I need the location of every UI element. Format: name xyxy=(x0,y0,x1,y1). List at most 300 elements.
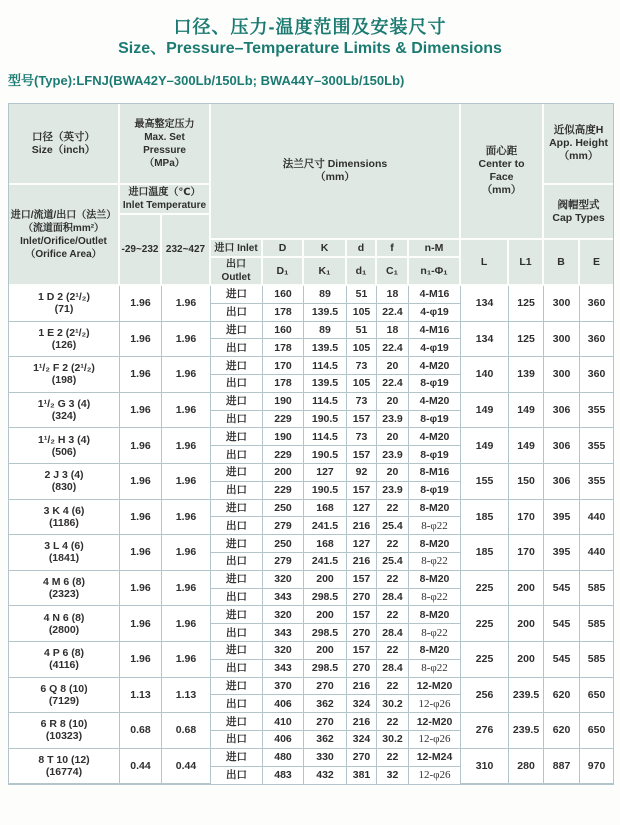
size-cell xyxy=(9,286,120,322)
inlet-label-cell: 进口 xyxy=(211,535,263,553)
center-face-L1-cell: 239.5 xyxy=(509,678,544,714)
size-cell xyxy=(9,642,120,678)
cell-line: 1 E 2 (2¹/₂) xyxy=(38,326,90,339)
inlet-dim-cell: 20 xyxy=(377,428,409,446)
cell-line: 8 T 10 (12) xyxy=(38,754,90,767)
center-face-L1-cell: 170 xyxy=(509,500,544,536)
inlet-dim-cell: 22 xyxy=(377,571,409,589)
header-col-D1: D₁ xyxy=(263,258,304,286)
center-face-L1-cell: 280 xyxy=(509,749,544,785)
outlet-dim-cell: 139.5 xyxy=(304,339,347,357)
height-B-cell: 545 xyxy=(544,606,580,642)
center-face-L-cell: 225 xyxy=(461,571,509,607)
cell-line: 4 M 6 (8) xyxy=(42,576,85,589)
inlet-label-cell: 进口 xyxy=(211,286,263,304)
outlet-dim-cell: 8-φ22 xyxy=(409,589,461,607)
center-face-L-cell: 256 xyxy=(461,678,509,714)
inlet-label-cell: 进口 xyxy=(211,571,263,589)
center-face-L1-cell: 139 xyxy=(509,357,544,393)
center-face-L-cell: 149 xyxy=(461,393,509,429)
inlet-dim-cell: 92 xyxy=(347,464,377,482)
center-face-L1-cell: 150 xyxy=(509,464,544,500)
size-cell xyxy=(9,464,120,500)
inlet-dim-cell: 114.5 xyxy=(304,428,347,446)
inlet-dim-cell: 168 xyxy=(304,535,347,553)
cell-line: 1¹/₂ G 3 (4) xyxy=(37,398,91,411)
inlet-dim-cell: 270 xyxy=(347,749,377,767)
height-B-cell: 300 xyxy=(544,322,580,358)
inlet-dim-cell: 22 xyxy=(377,713,409,731)
pressure-low-range-cell: 0.44 xyxy=(120,749,162,785)
outlet-label-cell: 出口 xyxy=(211,695,263,713)
inlet-label-cell: 进口 xyxy=(211,393,263,411)
cell-line: (1841) xyxy=(48,552,80,565)
inlet-dim-cell: 8-M20 xyxy=(409,535,461,553)
size-cell xyxy=(9,535,120,571)
outlet-dim-cell: 229 xyxy=(263,482,304,500)
center-face-L1-cell: 200 xyxy=(509,642,544,678)
header-inlet-temperature: 进口温度（℃） Inlet Temperature xyxy=(120,185,211,215)
center-face-L1-cell: 149 xyxy=(509,428,544,464)
cell-line: (10323) xyxy=(45,730,83,743)
cell-line: (4116) xyxy=(49,659,79,672)
inlet-label-cell: 进口 xyxy=(211,464,263,482)
cell-line: 6 R 8 (10) xyxy=(40,718,88,731)
inlet-dim-cell: 8-M20 xyxy=(409,571,461,589)
outlet-dim-cell: 362 xyxy=(304,695,347,713)
outlet-dim-cell: 12-φ26 xyxy=(409,767,461,785)
center-face-L-cell: 134 xyxy=(461,322,509,358)
outlet-dim-cell: 105 xyxy=(347,304,377,322)
outlet-dim-cell: 343 xyxy=(263,660,304,678)
outlet-dim-cell: 28.4 xyxy=(377,589,409,607)
cell-line: (126) xyxy=(51,338,77,351)
height-B-cell: 306 xyxy=(544,393,580,429)
inlet-dim-cell: 250 xyxy=(263,500,304,518)
center-face-L1-cell: 170 xyxy=(509,535,544,571)
size-cell xyxy=(9,393,120,429)
outlet-dim-cell: 22.4 xyxy=(377,375,409,393)
outlet-label-cell: 出口 xyxy=(211,339,263,357)
outlet-dim-cell: 25.4 xyxy=(377,553,409,571)
inlet-dim-cell: 127 xyxy=(347,500,377,518)
outlet-dim-cell: 8-φ19 xyxy=(409,375,461,393)
height-E-cell: 970 xyxy=(580,749,613,785)
pressure-low-range-cell: 1.96 xyxy=(120,535,162,571)
cell-line: (7129) xyxy=(48,694,80,707)
inlet-dim-cell: 127 xyxy=(304,464,347,482)
inlet-dim-cell: 4-M20 xyxy=(409,393,461,411)
header-col-K1: K₁ xyxy=(304,258,347,286)
outlet-label-cell: 出口 xyxy=(211,767,263,785)
outlet-dim-cell: 343 xyxy=(263,624,304,642)
outlet-dim-cell: 139.5 xyxy=(304,304,347,322)
outlet-dim-cell: 8-φ19 xyxy=(409,482,461,500)
center-face-L1-cell: 239.5 xyxy=(509,713,544,749)
center-face-L1-cell: 149 xyxy=(509,393,544,429)
header-temp-range-low: -29~232 xyxy=(120,215,162,286)
size-cell xyxy=(9,322,120,358)
inlet-dim-cell: 51 xyxy=(347,286,377,304)
pressure-low-range-cell: 1.96 xyxy=(120,428,162,464)
pressure-high-range-cell: 1.96 xyxy=(162,464,211,500)
outlet-dim-cell: 279 xyxy=(263,517,304,535)
inlet-dim-cell: 216 xyxy=(347,678,377,696)
inlet-label-cell: 进口 xyxy=(211,713,263,731)
header-col-nM: n-M xyxy=(409,240,461,258)
inlet-dim-cell: 160 xyxy=(263,322,304,340)
height-E-cell: 355 xyxy=(580,464,613,500)
outlet-dim-cell: 8-φ22 xyxy=(409,624,461,642)
pressure-low-range-cell: 1.13 xyxy=(120,678,162,714)
height-B-cell: 887 xyxy=(544,749,580,785)
pressure-low-range-cell: 1.96 xyxy=(120,500,162,536)
header-col-f: f xyxy=(377,240,409,258)
header-col-n1phi1: n₁-Φ₁ xyxy=(409,258,461,286)
center-face-L-cell: 225 xyxy=(461,642,509,678)
inlet-dim-cell: 157 xyxy=(347,642,377,660)
header-orifice: 进口/流道/出口（法兰） （流道面积mm²） Inlet/Orifice/Outlet （Orifice Area） xyxy=(9,185,120,286)
height-E-cell: 360 xyxy=(580,286,613,322)
inlet-label-cell: 进口 xyxy=(211,322,263,340)
inlet-dim-cell: 114.5 xyxy=(304,393,347,411)
outlet-dim-cell: 32 xyxy=(377,767,409,785)
header-col-d: d xyxy=(347,240,377,258)
outlet-dim-cell: 190.5 xyxy=(304,446,347,464)
cell-line: 1 D 2 (2¹/₂) xyxy=(38,291,90,304)
center-face-L-cell: 276 xyxy=(461,713,509,749)
height-E-cell: 585 xyxy=(580,571,613,607)
pressure-high-range-cell: 1.96 xyxy=(162,428,211,464)
height-B-cell: 395 xyxy=(544,535,580,571)
center-face-L-cell: 185 xyxy=(461,500,509,536)
pressure-low-range-cell: 0.68 xyxy=(120,713,162,749)
pressure-low-range-cell: 1.96 xyxy=(120,322,162,358)
pressure-low-range-cell: 1.96 xyxy=(120,642,162,678)
center-face-L1-cell: 125 xyxy=(509,322,544,358)
pressure-high-range-cell: 1.96 xyxy=(162,642,211,678)
inlet-dim-cell: 8-M20 xyxy=(409,500,461,518)
height-E-cell: 585 xyxy=(580,606,613,642)
cell-line: 4 P 6 (8) xyxy=(43,647,85,660)
outlet-dim-cell: 324 xyxy=(347,731,377,749)
outlet-label-cell: 出口 xyxy=(211,446,263,464)
outlet-dim-cell: 324 xyxy=(347,695,377,713)
inlet-label-cell: 进口 xyxy=(211,428,263,446)
inlet-dim-cell: 73 xyxy=(347,357,377,375)
center-face-L-cell: 149 xyxy=(461,428,509,464)
outlet-dim-cell: 12-φ26 xyxy=(409,731,461,749)
center-face-L-cell: 140 xyxy=(461,357,509,393)
pressure-low-range-cell: 1.96 xyxy=(120,357,162,393)
inlet-dim-cell: 89 xyxy=(304,286,347,304)
outlet-label-cell: 出口 xyxy=(211,304,263,322)
outlet-dim-cell: 270 xyxy=(347,660,377,678)
outlet-label-cell: 出口 xyxy=(211,411,263,429)
center-face-L-cell: 155 xyxy=(461,464,509,500)
header-max-set-pressure: 最高整定压力 Max. Set Pressure （MPa） xyxy=(120,104,211,185)
cell-line: (198) xyxy=(51,374,77,387)
outlet-dim-cell: 23.9 xyxy=(377,446,409,464)
outlet-dim-cell: 432 xyxy=(304,767,347,785)
inlet-dim-cell: 160 xyxy=(263,286,304,304)
inlet-dim-cell: 190 xyxy=(263,428,304,446)
inlet-dim-cell: 22 xyxy=(377,749,409,767)
inlet-label-cell: 进口 xyxy=(211,678,263,696)
height-E-cell: 360 xyxy=(580,322,613,358)
pressure-low-range-cell: 1.96 xyxy=(120,286,162,322)
outlet-dim-cell: 298.5 xyxy=(304,660,347,678)
header-inlet-row-label: 进口 Inlet xyxy=(211,240,263,258)
center-face-L1-cell: 200 xyxy=(509,571,544,607)
outlet-dim-cell: 8-φ22 xyxy=(409,660,461,678)
outlet-label-cell: 出口 xyxy=(211,731,263,749)
outlet-dim-cell: 178 xyxy=(263,339,304,357)
pressure-high-range-cell: 1.96 xyxy=(162,535,211,571)
inlet-dim-cell: 22 xyxy=(377,535,409,553)
outlet-dim-cell: 298.5 xyxy=(304,624,347,642)
height-B-cell: 306 xyxy=(544,464,580,500)
height-E-cell: 440 xyxy=(580,535,613,571)
inlet-dim-cell: 320 xyxy=(263,606,304,624)
cell-line: (506) xyxy=(51,445,77,458)
header-col-L1: L1 xyxy=(509,240,544,286)
outlet-dim-cell: 8-φ22 xyxy=(409,517,461,535)
height-E-cell: 440 xyxy=(580,500,613,536)
inlet-dim-cell: 320 xyxy=(263,642,304,660)
pressure-high-range-cell: 0.44 xyxy=(162,749,211,785)
outlet-dim-cell: 157 xyxy=(347,446,377,464)
height-B-cell: 620 xyxy=(544,713,580,749)
outlet-dim-cell: 241.5 xyxy=(304,517,347,535)
outlet-dim-cell: 270 xyxy=(347,589,377,607)
outlet-dim-cell: 406 xyxy=(263,695,304,713)
inlet-dim-cell: 51 xyxy=(347,322,377,340)
inlet-dim-cell: 270 xyxy=(304,713,347,731)
inlet-dim-cell: 20 xyxy=(377,357,409,375)
height-B-cell: 306 xyxy=(544,428,580,464)
inlet-dim-cell: 127 xyxy=(347,535,377,553)
outlet-dim-cell: 229 xyxy=(263,411,304,429)
pressure-high-range-cell: 1.13 xyxy=(162,678,211,714)
header-center-to-face: 面心距 Center to Face （mm） xyxy=(461,104,544,240)
pressure-high-range-cell: 1.96 xyxy=(162,286,211,322)
header-temp-range-high: 232~427 xyxy=(162,215,211,286)
inlet-dim-cell: 20 xyxy=(377,464,409,482)
cell-line: 1¹/₂ H 3 (4) xyxy=(38,433,90,446)
inlet-dim-cell: 157 xyxy=(347,571,377,589)
inlet-dim-cell: 4-M20 xyxy=(409,428,461,446)
outlet-dim-cell: 23.9 xyxy=(377,411,409,429)
inlet-dim-cell: 370 xyxy=(263,678,304,696)
size-cell xyxy=(9,678,120,714)
inlet-label-cell: 进口 xyxy=(211,606,263,624)
outlet-dim-cell: 22.4 xyxy=(377,304,409,322)
inlet-dim-cell: 22 xyxy=(377,678,409,696)
pressure-high-range-cell: 1.96 xyxy=(162,393,211,429)
outlet-dim-cell: 8-φ22 xyxy=(409,553,461,571)
center-face-L-cell: 310 xyxy=(461,749,509,785)
center-face-L-cell: 225 xyxy=(461,606,509,642)
height-B-cell: 395 xyxy=(544,500,580,536)
cell-line: 3 K 4 (6) xyxy=(43,504,85,517)
cell-line: (16774) xyxy=(45,766,83,779)
outlet-dim-cell: 12-φ26 xyxy=(409,695,461,713)
header-col-K: K xyxy=(304,240,347,258)
outlet-dim-cell: 178 xyxy=(263,304,304,322)
header-col-D: D xyxy=(263,240,304,258)
inlet-dim-cell: 73 xyxy=(347,393,377,411)
height-B-cell: 300 xyxy=(544,357,580,393)
cell-line: 3 L 4 (6) xyxy=(44,540,84,553)
inlet-dim-cell: 22 xyxy=(377,500,409,518)
dimensions-table-wrap xyxy=(8,103,612,785)
header-app-height: 近似高度H App. Height （mm） xyxy=(544,104,613,185)
outlet-dim-cell: 105 xyxy=(347,339,377,357)
pressure-high-range-cell: 1.96 xyxy=(162,322,211,358)
inlet-label-cell: 进口 xyxy=(211,749,263,767)
outlet-dim-cell: 23.9 xyxy=(377,482,409,500)
height-E-cell: 585 xyxy=(580,642,613,678)
outlet-dim-cell: 216 xyxy=(347,517,377,535)
pressure-low-range-cell: 1.96 xyxy=(120,464,162,500)
outlet-label-cell: 出口 xyxy=(211,482,263,500)
inlet-dim-cell: 250 xyxy=(263,535,304,553)
outlet-dim-cell: 343 xyxy=(263,589,304,607)
inlet-dim-cell: 270 xyxy=(304,678,347,696)
height-E-cell: 355 xyxy=(580,393,613,429)
inlet-dim-cell: 8-M20 xyxy=(409,606,461,624)
outlet-label-cell: 出口 xyxy=(211,660,263,678)
outlet-dim-cell: 22.4 xyxy=(377,339,409,357)
inlet-dim-cell: 4-M20 xyxy=(409,357,461,375)
height-B-cell: 545 xyxy=(544,642,580,678)
header-flange-dimensions: 法兰尺寸 Dimensions （mm） xyxy=(211,104,461,240)
outlet-dim-cell: 25.4 xyxy=(377,517,409,535)
inlet-dim-cell: 18 xyxy=(377,322,409,340)
inlet-dim-cell: 168 xyxy=(304,500,347,518)
inlet-dim-cell: 12-M20 xyxy=(409,713,461,731)
cell-line: (830) xyxy=(51,481,77,494)
pressure-high-range-cell: 1.96 xyxy=(162,357,211,393)
inlet-label-cell: 进口 xyxy=(211,357,263,375)
pressure-low-range-cell: 1.96 xyxy=(120,606,162,642)
outlet-dim-cell: 139.5 xyxy=(304,375,347,393)
inlet-label-cell: 进口 xyxy=(211,642,263,660)
inlet-dim-cell: 157 xyxy=(347,606,377,624)
size-cell xyxy=(9,749,120,785)
size-cell xyxy=(9,713,120,749)
header-cap-types: 阀帽型式 Cap Types xyxy=(544,185,613,240)
outlet-label-cell: 出口 xyxy=(211,589,263,607)
inlet-dim-cell: 200 xyxy=(263,464,304,482)
outlet-dim-cell: 178 xyxy=(263,375,304,393)
outlet-label-cell: 出口 xyxy=(211,375,263,393)
page-title-en: Size、Pressure–Temperature Limits & Dimensions xyxy=(118,40,502,57)
outlet-dim-cell: 270 xyxy=(347,624,377,642)
header-col-E: E xyxy=(580,240,613,286)
outlet-dim-cell: 28.4 xyxy=(377,624,409,642)
outlet-dim-cell: 190.5 xyxy=(304,411,347,429)
outlet-dim-cell: 28.4 xyxy=(377,660,409,678)
inlet-dim-cell: 22 xyxy=(377,642,409,660)
outlet-dim-cell: 229 xyxy=(263,446,304,464)
outlet-dim-cell: 8-φ19 xyxy=(409,446,461,464)
pressure-high-range-cell: 1.96 xyxy=(162,606,211,642)
outlet-dim-cell: 216 xyxy=(347,553,377,571)
page-title-zh: 口径、压力-温度范围及安装尺寸 xyxy=(173,17,447,37)
outlet-dim-cell: 8-φ19 xyxy=(409,411,461,429)
outlet-dim-cell: 157 xyxy=(347,411,377,429)
inlet-dim-cell: 89 xyxy=(304,322,347,340)
center-face-L1-cell: 200 xyxy=(509,606,544,642)
cell-line: (1186) xyxy=(49,516,79,529)
inlet-dim-cell: 216 xyxy=(347,713,377,731)
pressure-high-range-cell: 0.68 xyxy=(162,713,211,749)
center-face-L-cell: 185 xyxy=(461,535,509,571)
pressure-low-range-cell: 1.96 xyxy=(120,571,162,607)
inlet-dim-cell: 20 xyxy=(377,393,409,411)
cell-line: (2800) xyxy=(48,623,80,636)
inlet-dim-cell: 12-M20 xyxy=(409,678,461,696)
size-cell xyxy=(9,500,120,536)
inlet-dim-cell: 410 xyxy=(263,713,304,731)
inlet-dim-cell: 320 xyxy=(263,571,304,589)
height-E-cell: 650 xyxy=(580,678,613,714)
outlet-dim-cell: 362 xyxy=(304,731,347,749)
inlet-dim-cell: 22 xyxy=(377,606,409,624)
center-face-L-cell: 134 xyxy=(461,286,509,322)
outlet-dim-cell: 157 xyxy=(347,482,377,500)
inlet-dim-cell: 200 xyxy=(304,606,347,624)
pressure-low-range-cell: 1.96 xyxy=(120,393,162,429)
outlet-dim-cell: 4-φ19 xyxy=(409,339,461,357)
outlet-dim-cell: 105 xyxy=(347,375,377,393)
inlet-dim-cell: 73 xyxy=(347,428,377,446)
dimensions-table xyxy=(8,103,614,785)
height-B-cell: 620 xyxy=(544,678,580,714)
inlet-dim-cell: 170 xyxy=(263,357,304,375)
outlet-label-cell: 出口 xyxy=(211,517,263,535)
outlet-dim-cell: 4-φ19 xyxy=(409,304,461,322)
header-col-L: L xyxy=(461,240,509,286)
inlet-dim-cell: 4-M16 xyxy=(409,286,461,304)
header-size: 口径（英寸） Size（inch） xyxy=(9,104,120,185)
size-cell xyxy=(9,606,120,642)
inlet-dim-cell: 114.5 xyxy=(304,357,347,375)
model-type-line: 型号(Type):LFNJ(BWA42Y–300Lb/150Lb; BWA44Y–300Lb/150Lb) xyxy=(8,73,405,88)
header-col-C1: C₁ xyxy=(377,258,409,286)
cell-line: 4 N 6 (8) xyxy=(43,611,85,624)
inlet-dim-cell: 330 xyxy=(304,749,347,767)
height-B-cell: 545 xyxy=(544,571,580,607)
inlet-dim-cell: 18 xyxy=(377,286,409,304)
outlet-dim-cell: 483 xyxy=(263,767,304,785)
pressure-high-range-cell: 1.96 xyxy=(162,571,211,607)
inlet-label-cell: 进口 xyxy=(211,500,263,518)
height-E-cell: 355 xyxy=(580,428,613,464)
outlet-label-cell: 出口 xyxy=(211,553,263,571)
outlet-dim-cell: 190.5 xyxy=(304,482,347,500)
inlet-dim-cell: 480 xyxy=(263,749,304,767)
header-col-B: B xyxy=(544,240,580,286)
outlet-dim-cell: 381 xyxy=(347,767,377,785)
header-col-d1: d₁ xyxy=(347,258,377,286)
cell-line: 6 Q 8 (10) xyxy=(40,682,88,695)
height-E-cell: 650 xyxy=(580,713,613,749)
inlet-dim-cell: 12-M24 xyxy=(409,749,461,767)
outlet-dim-cell: 30.2 xyxy=(377,695,409,713)
